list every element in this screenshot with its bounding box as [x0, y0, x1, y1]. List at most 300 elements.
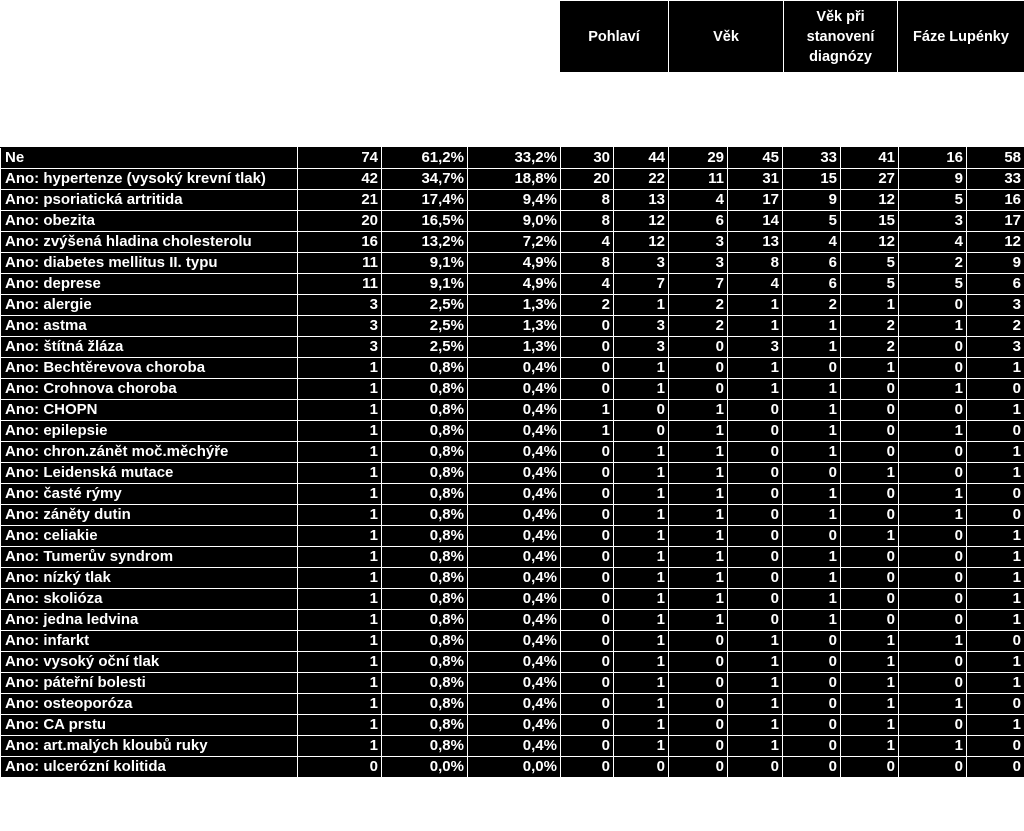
table-cell: 8 [728, 253, 783, 274]
table-cell: 0 [728, 568, 783, 589]
table-cell: 0,8% [382, 547, 468, 568]
row-label: Ano: osteoporóza [1, 694, 298, 715]
table-cell: 0,8% [382, 400, 468, 421]
table-cell: 0 [728, 400, 783, 421]
table-cell: 0 [783, 358, 841, 379]
table-cell: 1 [967, 526, 1024, 547]
row-label: Ano: obezita [1, 211, 298, 232]
table-cell: 0,8% [382, 568, 468, 589]
table-cell: 0 [728, 589, 783, 610]
table-cell: 0 [561, 652, 614, 673]
row-label: Ano: alergie [1, 295, 298, 316]
table-cell: 0,4% [468, 589, 561, 610]
table-cell: 17 [967, 211, 1024, 232]
table-cell: 1 [841, 526, 899, 547]
table-cell: 1 [669, 421, 728, 442]
table-row [1, 169, 1024, 190]
table-cell: 0 [967, 421, 1024, 442]
table-cell: 1 [899, 505, 967, 526]
table-cell: 13 [614, 190, 669, 211]
table-cell: 34,7% [382, 169, 468, 190]
table-cell: 0 [669, 736, 728, 757]
table-row [1, 547, 1024, 568]
table-cell: 1 [841, 736, 899, 757]
table-cell: 1 [728, 652, 783, 673]
table-cell: 1 [298, 547, 382, 568]
table-cell: 0,8% [382, 505, 468, 526]
table-cell: 9,4% [468, 190, 561, 211]
table-cell: 0,4% [468, 400, 561, 421]
table-cell: 45 [728, 148, 783, 169]
table-cell: 1 [967, 673, 1024, 694]
table-cell: 1 [614, 610, 669, 631]
table-cell: 4 [561, 232, 614, 253]
table-cell: 6 [967, 274, 1024, 295]
table-cell: 1 [783, 547, 841, 568]
table-cell: 4 [899, 232, 967, 253]
table-cell: 17 [728, 190, 783, 211]
table-cell: 1 [783, 400, 841, 421]
row-label: Ano: skolióza [1, 589, 298, 610]
row-label: Ano: vysoký oční tlak [1, 652, 298, 673]
table-cell: 1 [841, 295, 899, 316]
table-cell: 0,8% [382, 673, 468, 694]
table-cell: 0 [561, 505, 614, 526]
table-cell: 1 [899, 631, 967, 652]
table-row [1, 337, 1024, 358]
table-cell: 1 [298, 736, 382, 757]
table-cell: 1 [783, 589, 841, 610]
table-cell: 0 [561, 442, 614, 463]
table-cell: 1 [614, 526, 669, 547]
table-cell: 1 [561, 400, 614, 421]
table-cell: 0,4% [468, 736, 561, 757]
table-cell: 0 [669, 757, 728, 778]
table-cell: 58 [967, 148, 1024, 169]
table-cell: 0,8% [382, 610, 468, 631]
table-cell: 12 [614, 211, 669, 232]
row-label: Ano: psoriatická artritida [1, 190, 298, 211]
table-cell: 4,9% [468, 274, 561, 295]
row-label: Ano: chron.zánět moč.měchýře [1, 442, 298, 463]
table-cell: 2 [899, 253, 967, 274]
table-row [1, 358, 1024, 379]
table-cell: 0 [783, 757, 841, 778]
table-cell: 12 [614, 232, 669, 253]
table-cell: 0 [899, 673, 967, 694]
table-cell: 1 [614, 736, 669, 757]
table-cell: 3 [298, 316, 382, 337]
row-label: Ano: ulcerózní kolitida [1, 757, 298, 778]
table-cell: 0 [561, 316, 614, 337]
table-cell: 0,4% [468, 442, 561, 463]
table-row [1, 211, 1024, 232]
table-cell: 0 [841, 379, 899, 400]
table-cell: 33 [967, 169, 1024, 190]
table-row [1, 736, 1024, 757]
table-cell: 0 [561, 379, 614, 400]
table-cell: 1 [669, 610, 728, 631]
row-label: Ano: jedna ledvina [1, 610, 298, 631]
table-row [1, 610, 1024, 631]
table-cell: 0 [899, 589, 967, 610]
table-cell: 1 [841, 673, 899, 694]
header-faze-lupenky [898, 1, 1024, 72]
table-cell: 9 [967, 253, 1024, 274]
header-vek [669, 1, 783, 72]
table-cell: 3 [669, 232, 728, 253]
table-cell: 0 [561, 610, 614, 631]
table-cell: 0,4% [468, 631, 561, 652]
table-cell: 1 [298, 421, 382, 442]
table-cell: 1 [669, 400, 728, 421]
table-cell: 2 [841, 316, 899, 337]
row-label: Ano: infarkt [1, 631, 298, 652]
table-cell: 3 [967, 337, 1024, 358]
table-cell: 2 [841, 337, 899, 358]
row-label: Ano: deprese [1, 274, 298, 295]
table-row [1, 379, 1024, 400]
table-cell: 1 [783, 337, 841, 358]
table-cell: 0 [728, 526, 783, 547]
table-cell: 20 [298, 211, 382, 232]
table-cell: 15 [783, 169, 841, 190]
table-cell: 0,8% [382, 715, 468, 736]
table-cell: 1 [967, 610, 1024, 631]
row-label: Ano: art.malých kloubů ruky [1, 736, 298, 757]
table-cell: 1 [783, 568, 841, 589]
table-cell: 1 [614, 463, 669, 484]
table-cell: 3 [967, 295, 1024, 316]
table-cell: 11 [669, 169, 728, 190]
table-cell: 9,0% [468, 211, 561, 232]
table-cell: 1 [614, 589, 669, 610]
table-cell: 3 [298, 337, 382, 358]
table-cell: 1 [967, 589, 1024, 610]
table-cell: 0 [561, 631, 614, 652]
row-label: Ano: páteřní bolesti [1, 673, 298, 694]
table-cell: 1 [967, 400, 1024, 421]
table-cell: 1 [899, 694, 967, 715]
table-cell: 0 [841, 400, 899, 421]
table-cell: 5 [841, 274, 899, 295]
table-cell: 1 [614, 547, 669, 568]
table-cell: 2 [669, 316, 728, 337]
table-cell: 0 [899, 568, 967, 589]
table-row [1, 589, 1024, 610]
table-cell: 0 [899, 715, 967, 736]
table-cell: 1 [967, 568, 1024, 589]
row-label: Ano: Bechtěrevova choroba [1, 358, 298, 379]
table-cell: 1 [783, 505, 841, 526]
table-cell: 1 [669, 526, 728, 547]
table-row [1, 694, 1024, 715]
table-cell: 6 [783, 253, 841, 274]
table-cell: 1 [728, 358, 783, 379]
table-cell: 1 [899, 484, 967, 505]
table-cell: 0 [899, 652, 967, 673]
table-cell: 0,8% [382, 736, 468, 757]
table-cell: 4 [561, 274, 614, 295]
table-cell: 1 [967, 442, 1024, 463]
table-cell: 16 [967, 190, 1024, 211]
table-cell: 0 [841, 757, 899, 778]
table-cell: 1 [614, 358, 669, 379]
table-cell: 0 [899, 526, 967, 547]
table-cell: 1,3% [468, 316, 561, 337]
table-cell: 1 [967, 652, 1024, 673]
table-cell: 11 [298, 253, 382, 274]
row-label: Ano: celiakie [1, 526, 298, 547]
table-cell: 0,4% [468, 484, 561, 505]
table-cell: 1 [298, 400, 382, 421]
table-cell: 6 [783, 274, 841, 295]
table-cell: 9,1% [382, 274, 468, 295]
table-cell: 9,1% [382, 253, 468, 274]
table-cell: 1 [669, 442, 728, 463]
table-cell: 0 [841, 484, 899, 505]
table-cell: 1 [841, 715, 899, 736]
table-cell: 1 [783, 316, 841, 337]
table-cell: 1 [899, 379, 967, 400]
table-row [1, 232, 1024, 253]
table-cell: 0,4% [468, 547, 561, 568]
table-cell: 1 [669, 568, 728, 589]
row-label: Ano: zvýšená hladina cholesterolu [1, 232, 298, 253]
header-faze-lupenky-label: Fáze Lupénky [913, 28, 1009, 45]
table-cell: 1 [728, 295, 783, 316]
table-cell: 2,5% [382, 337, 468, 358]
table-cell: 1 [298, 610, 382, 631]
header-vek-label: Věk [713, 28, 739, 45]
table-cell: 0,4% [468, 421, 561, 442]
row-label: Ano: CHOPN [1, 400, 298, 421]
row-label: Ne [1, 148, 298, 169]
table-cell: 0 [841, 421, 899, 442]
table-cell: 0,8% [382, 358, 468, 379]
table-cell: 0,4% [468, 652, 561, 673]
row-label: Ano: nízký tlak [1, 568, 298, 589]
row-label: Ano: CA prstu [1, 715, 298, 736]
table-cell: 0 [614, 421, 669, 442]
table-cell: 2,5% [382, 316, 468, 337]
table-cell: 12 [841, 190, 899, 211]
table-cell: 5 [783, 211, 841, 232]
row-label: Ano: štítná žláza [1, 337, 298, 358]
table-cell: 0 [561, 568, 614, 589]
table-cell: 1 [669, 589, 728, 610]
table-row [1, 190, 1024, 211]
table-cell: 0,8% [382, 463, 468, 484]
table-cell: 21 [298, 190, 382, 211]
table-cell: 0,4% [468, 505, 561, 526]
table-cell: 3 [614, 253, 669, 274]
table-cell: 5 [841, 253, 899, 274]
table-cell: 1 [298, 379, 382, 400]
row-label: Ano: Leidenská mutace [1, 463, 298, 484]
table-cell: 44 [614, 148, 669, 169]
table-cell: 1 [967, 358, 1024, 379]
table-cell: 0 [899, 400, 967, 421]
table-cell: 0 [967, 379, 1024, 400]
table-cell: 0 [783, 715, 841, 736]
table-cell: 1 [298, 463, 382, 484]
table-cell: 0 [561, 757, 614, 778]
table-cell: 9 [899, 169, 967, 190]
table-cell: 30 [561, 148, 614, 169]
table-cell: 0,8% [382, 484, 468, 505]
table-cell: 42 [298, 169, 382, 190]
table-cell: 0 [561, 547, 614, 568]
table-cell: 1 [728, 379, 783, 400]
table-cell: 0 [728, 505, 783, 526]
table-cell: 3 [614, 316, 669, 337]
table-cell: 3 [669, 253, 728, 274]
table-cell: 0,8% [382, 694, 468, 715]
table-row [1, 463, 1024, 484]
table-cell: 1 [298, 484, 382, 505]
table-cell: 0 [561, 484, 614, 505]
table-cell: 0,0% [468, 757, 561, 778]
table-cell: 0 [899, 442, 967, 463]
table-row [1, 295, 1024, 316]
table-cell: 0 [841, 568, 899, 589]
table-cell: 1 [298, 715, 382, 736]
table-cell: 1 [899, 736, 967, 757]
table-cell: 0 [899, 757, 967, 778]
table-cell: 0 [561, 526, 614, 547]
table-cell: 0,8% [382, 421, 468, 442]
table-cell: 1 [841, 358, 899, 379]
table-cell: 8 [561, 253, 614, 274]
table-cell: 1 [728, 673, 783, 694]
table-row [1, 148, 1024, 169]
table-row [1, 757, 1024, 778]
table-cell: 1 [614, 484, 669, 505]
table-row [1, 421, 1024, 442]
table-cell: 0,4% [468, 715, 561, 736]
table-cell: 16 [298, 232, 382, 253]
table-cell: 20 [561, 169, 614, 190]
table-cell: 0 [899, 547, 967, 568]
table-cell: 15 [841, 211, 899, 232]
table-cell: 27 [841, 169, 899, 190]
table-cell: 1 [614, 379, 669, 400]
table-cell: 0 [561, 358, 614, 379]
table-cell: 7,2% [468, 232, 561, 253]
table-cell: 1 [614, 694, 669, 715]
header-vek-pri-diagnoze-label: Věk při stanovení diagnózy [806, 8, 875, 65]
table-cell: 1 [298, 526, 382, 547]
table-cell: 1 [669, 484, 728, 505]
table-cell: 0 [783, 673, 841, 694]
header-vek-pri-diagnoze [784, 1, 897, 72]
table-cell: 22 [614, 169, 669, 190]
table-cell: 13 [728, 232, 783, 253]
table-cell: 2 [967, 316, 1024, 337]
table-cell: 2 [561, 295, 614, 316]
table-cell: 0,8% [382, 526, 468, 547]
table-row [1, 715, 1024, 736]
table-cell: 17,4% [382, 190, 468, 211]
table-cell: 1 [614, 715, 669, 736]
table-cell: 1 [783, 610, 841, 631]
table-cell: 1 [783, 484, 841, 505]
table-cell: 33 [783, 148, 841, 169]
table-cell: 1 [899, 316, 967, 337]
table-cell: 1 [298, 442, 382, 463]
table-cell: 0 [669, 694, 728, 715]
table-cell: 0,4% [468, 379, 561, 400]
table-cell: 1,3% [468, 337, 561, 358]
table-cell: 12 [841, 232, 899, 253]
table-cell: 0 [561, 463, 614, 484]
table-cell: 1 [967, 547, 1024, 568]
table-cell: 1 [298, 694, 382, 715]
table-cell: 2 [669, 295, 728, 316]
table-cell: 0,4% [468, 694, 561, 715]
table-cell: 1 [728, 715, 783, 736]
table-cell: 2 [783, 295, 841, 316]
table-cell: 1 [841, 463, 899, 484]
table-row [1, 316, 1024, 337]
table-cell: 0 [669, 379, 728, 400]
table-row [1, 526, 1024, 547]
row-label: Ano: hypertenze (vysoký krevní tlak) [1, 169, 298, 190]
table-cell: 9 [783, 190, 841, 211]
row-label: Ano: časté rýmy [1, 484, 298, 505]
table-cell: 0,8% [382, 631, 468, 652]
table-cell: 13,2% [382, 232, 468, 253]
table-row [1, 442, 1024, 463]
row-label: Ano: záněty dutin [1, 505, 298, 526]
table-cell: 0 [669, 631, 728, 652]
table-cell: 74 [298, 148, 382, 169]
table-cell: 0 [669, 673, 728, 694]
table-cell: 1 [669, 505, 728, 526]
table-cell: 1 [614, 505, 669, 526]
table-cell: 0 [967, 484, 1024, 505]
table-cell: 0,4% [468, 526, 561, 547]
row-label: Ano: astma [1, 316, 298, 337]
table-cell: 1 [614, 652, 669, 673]
table-cell: 1 [728, 316, 783, 337]
table-cell: 0 [728, 421, 783, 442]
table-cell: 1 [728, 631, 783, 652]
table-cell: 11 [298, 274, 382, 295]
table-row [1, 484, 1024, 505]
table-cell: 1 [614, 568, 669, 589]
table-row [1, 631, 1024, 652]
table-cell: 1 [298, 652, 382, 673]
table-cell: 1 [728, 736, 783, 757]
table-cell: 1 [614, 295, 669, 316]
header-pohlavi [560, 1, 668, 72]
table-cell: 0 [728, 484, 783, 505]
table-cell: 0 [561, 694, 614, 715]
table-cell: 0 [728, 463, 783, 484]
table-cell: 0 [899, 337, 967, 358]
table-cell: 1 [783, 379, 841, 400]
table-cell: 0 [561, 673, 614, 694]
table-cell: 0 [841, 610, 899, 631]
table-cell: 0 [841, 589, 899, 610]
table-cell: 0 [899, 610, 967, 631]
table-cell: 4,9% [468, 253, 561, 274]
table-cell: 8 [561, 211, 614, 232]
table-cell: 5 [899, 190, 967, 211]
table-cell: 8 [561, 190, 614, 211]
